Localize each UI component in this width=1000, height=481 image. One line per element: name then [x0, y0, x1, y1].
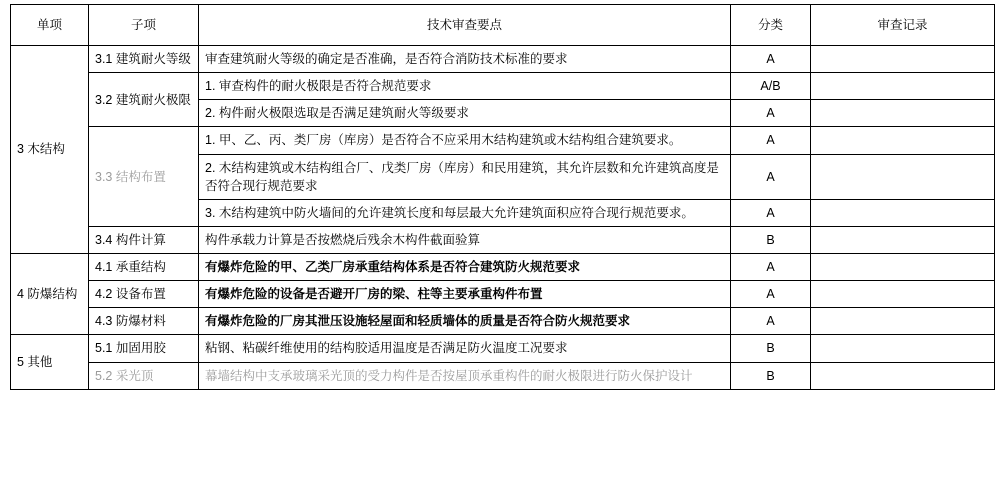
review-point-cell: 有爆炸危险的甲、乙类厂房承重结构体系是否符合建筑防火规范要求: [199, 254, 731, 281]
review-point-cell: 幕墙结构中支承玻璃采光顶的受力构件是否按屋顶承重构件的耐火极限进行防火保护设计: [199, 362, 731, 389]
table-row: [11, 335, 995, 362]
subitem-cell: 4.3 防爆材料: [89, 308, 199, 335]
review-point-cell: 1. 审查构件的耐火极限是否符合规范要求: [199, 73, 731, 100]
class-cell: B: [731, 226, 811, 253]
review-record-cell[interactable]: [811, 226, 995, 253]
review-record-cell[interactable]: [811, 73, 995, 100]
table-row: [11, 127, 995, 154]
column-header-class: 分类: [731, 5, 811, 46]
subitem-cell: 3.2 建筑耐火极限: [89, 73, 199, 127]
table-row: [11, 254, 995, 281]
review-record-cell[interactable]: [811, 154, 995, 199]
class-cell: A: [731, 199, 811, 226]
item-cell: 5 其他: [11, 335, 89, 389]
review-point-cell: 粘钢、粘碳纤维使用的结构胶适用温度是否满足防火温度工况要求: [199, 335, 731, 362]
subitem-cell: 3.4 构件计算: [89, 226, 199, 253]
table-row: [11, 226, 995, 253]
class-cell: A: [731, 46, 811, 73]
subitem-cell: 5.2 采光顶: [89, 362, 199, 389]
class-cell: B: [731, 335, 811, 362]
item-cell: 4 防爆结构: [11, 254, 89, 335]
column-header-subitem: 子项: [89, 5, 199, 46]
review-record-cell[interactable]: [811, 46, 995, 73]
review-record-cell[interactable]: [811, 127, 995, 154]
subitem-cell: 3.3 结构布置: [89, 127, 199, 227]
subitem-cell: 5.1 加固用胶: [89, 335, 199, 362]
review-point-cell: 有爆炸危险的设备是否避开厂房的梁、柱等主要承重构件布置: [199, 281, 731, 308]
fire-review-table: [10, 4, 995, 390]
review-point-cell: 2. 构件耐火极限选取是否满足建筑耐火等级要求: [199, 100, 731, 127]
review-record-cell[interactable]: [811, 281, 995, 308]
review-point-cell: 1. 甲、乙、丙、类厂房（库房）是否符合不应采用木结构建筑或木结构组合建筑要求。: [199, 127, 731, 154]
subitem-cell: 4.2 设备布置: [89, 281, 199, 308]
class-cell: A: [731, 154, 811, 199]
table-row: [11, 281, 995, 308]
class-cell: A: [731, 281, 811, 308]
review-point-cell: 有爆炸危险的厂房其泄压设施轻屋面和轻质墙体的质量是否符合防火规范要求: [199, 308, 731, 335]
class-cell: B: [731, 362, 811, 389]
class-cell: A: [731, 127, 811, 154]
class-cell: A/B: [731, 73, 811, 100]
review-point-cell: 构件承载力计算是否按燃烧后残余木构件截面验算: [199, 226, 731, 253]
item-cell: 3 木结构: [11, 46, 89, 254]
table-header-row: [11, 5, 995, 46]
table-row: [11, 308, 995, 335]
class-cell: A: [731, 100, 811, 127]
subitem-cell: 3.1 建筑耐火等级: [89, 46, 199, 73]
column-header-record: 审查记录: [811, 5, 995, 46]
table-row: [11, 73, 995, 100]
review-record-cell[interactable]: [811, 254, 995, 281]
review-record-cell[interactable]: [811, 335, 995, 362]
table-header: [11, 5, 995, 46]
review-record-cell[interactable]: [811, 362, 995, 389]
column-header-item: 单项: [11, 5, 89, 46]
review-point-cell: 2. 木结构建筑或木结构组合厂、戊类厂房（库房）和民用建筑，其允许层数和允许建筑高度是否符合现行规范要求: [199, 154, 731, 199]
review-record-cell[interactable]: [811, 100, 995, 127]
review-record-cell[interactable]: [811, 199, 995, 226]
column-header-review-point: 技术审查要点: [199, 5, 731, 46]
subitem-cell: 4.1 承重结构: [89, 254, 199, 281]
class-cell: A: [731, 254, 811, 281]
table-row: [11, 46, 995, 73]
review-point-cell: 审查建筑耐火等级的确定是否准确，是否符合消防技术标准的要求: [199, 46, 731, 73]
class-cell: A: [731, 308, 811, 335]
table-body: [11, 46, 995, 390]
table-row: [11, 362, 995, 389]
review-record-cell[interactable]: [811, 308, 995, 335]
review-point-cell: 3. 木结构建筑中防火墙间的允许建筑长度和每层最大允许建筑面积应符合现行规范要求。: [199, 199, 731, 226]
